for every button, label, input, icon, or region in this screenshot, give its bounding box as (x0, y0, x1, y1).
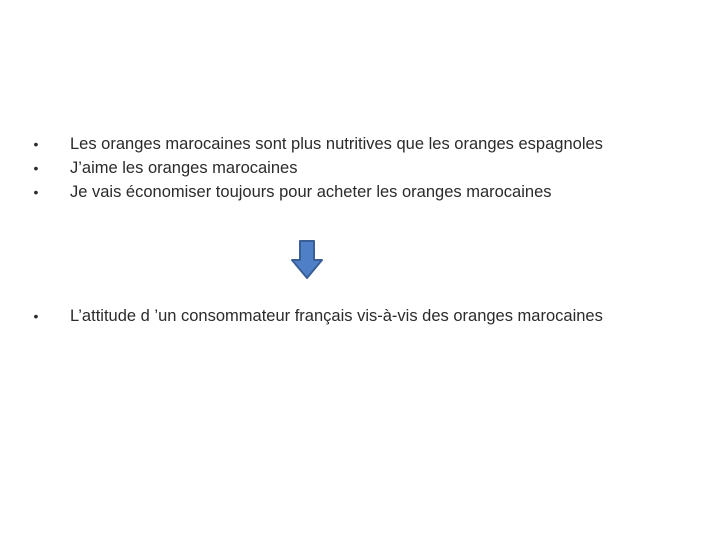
bullet-text: Je vais économiser toujours pour acheter les oranges marocaines (70, 183, 552, 201)
bullet-item (30, 304, 700, 328)
arrow-down-icon (290, 240, 324, 280)
bullet-list-statements (30, 132, 700, 204)
bullet-text: L’attitude d ’un consommateur français vis-à-vis des oranges marocaines (70, 307, 603, 325)
bullet-dot: • (33, 136, 39, 152)
bullet-dot: • (33, 184, 39, 200)
bullet-text: J’aime les oranges marocaines (70, 159, 298, 177)
bullet-text: Les oranges marocaines sont plus nutritives que les oranges espagnoles (70, 135, 603, 153)
bullet-list-conclusion (30, 304, 700, 328)
bullet-item (30, 156, 700, 180)
bullet-item (30, 180, 700, 204)
bullet-item (30, 132, 700, 156)
bullet-dot: • (33, 308, 39, 324)
bullet-dot: • (33, 160, 39, 176)
